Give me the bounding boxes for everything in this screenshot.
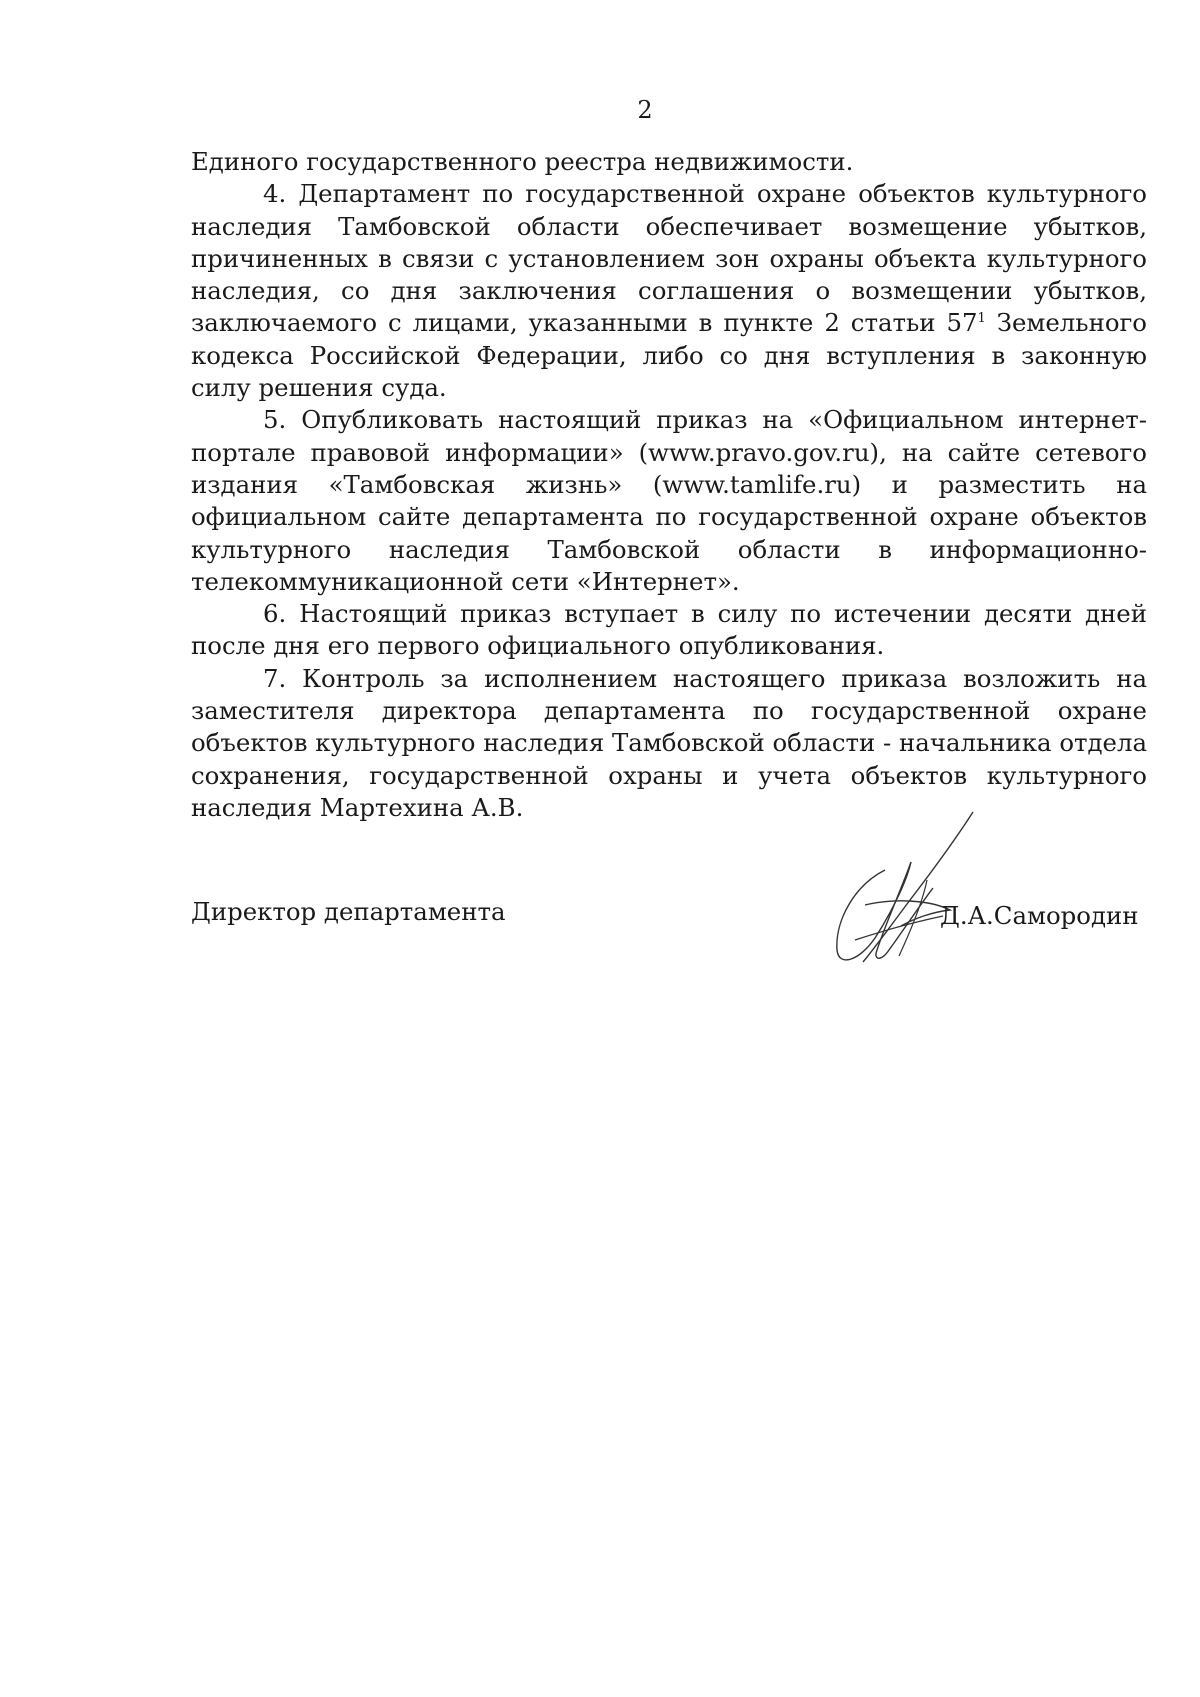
paragraph-item-6: 6. Настоящий приказ вступает в силу по истечении десяти дней после дня его первого официального опубликования. xyxy=(191,599,1147,661)
paragraph-item-5: 5. Опубликовать настоящий приказ на «Официальном интернет-портале правовой информации» (www.pravo.gov.ru), на сайте сетевого издания «Тамбовская жизнь» (www.tamlife.ru) и разместить на официальном сайте департамента по государственной охране объектов культурного наследия Тамбовской области в информационно-телекоммуникационной сети «Интернет». xyxy=(191,405,1147,596)
paragraph-continuation: Единого государственного реестра недвижимости. xyxy=(191,147,854,176)
page-number: 2 xyxy=(637,96,653,124)
signatory-title: Директор департамента xyxy=(191,897,506,926)
paragraph-item-4 xyxy=(191,178,1147,404)
paragraph-item-4-text-end: Земельного кодекса Российской Федерации, либо со дня вступления в законную силу решения суда. xyxy=(191,308,1147,403)
document-body xyxy=(191,146,1147,824)
paragraph-item-4-text: 4. Департамент по государственной охране объектов культурного наследия Тамбовской области обеспечивает возмещение убытков, причиненных в связи с установлением зон охраны объекта культурного наследия, со дня заключения соглашения о возмещении убытков, заключаемого с лицами, указанными в пункте 2 статьи 57 xyxy=(191,179,1147,338)
article-superscript: 1 xyxy=(977,311,986,327)
signatory-name: Д.А.Самородин xyxy=(940,901,1139,930)
paragraph-item-7: 7. Контроль за исполнением настоящего приказа возложить на заместителя директора департамента по государственной охране объектов культурного наследия Тамбовской области - начальника отдела сохранения, государственной охраны и учета объектов культурного наследия Мартехина А.В. xyxy=(191,663,1148,822)
handwritten-signature xyxy=(815,810,1005,970)
